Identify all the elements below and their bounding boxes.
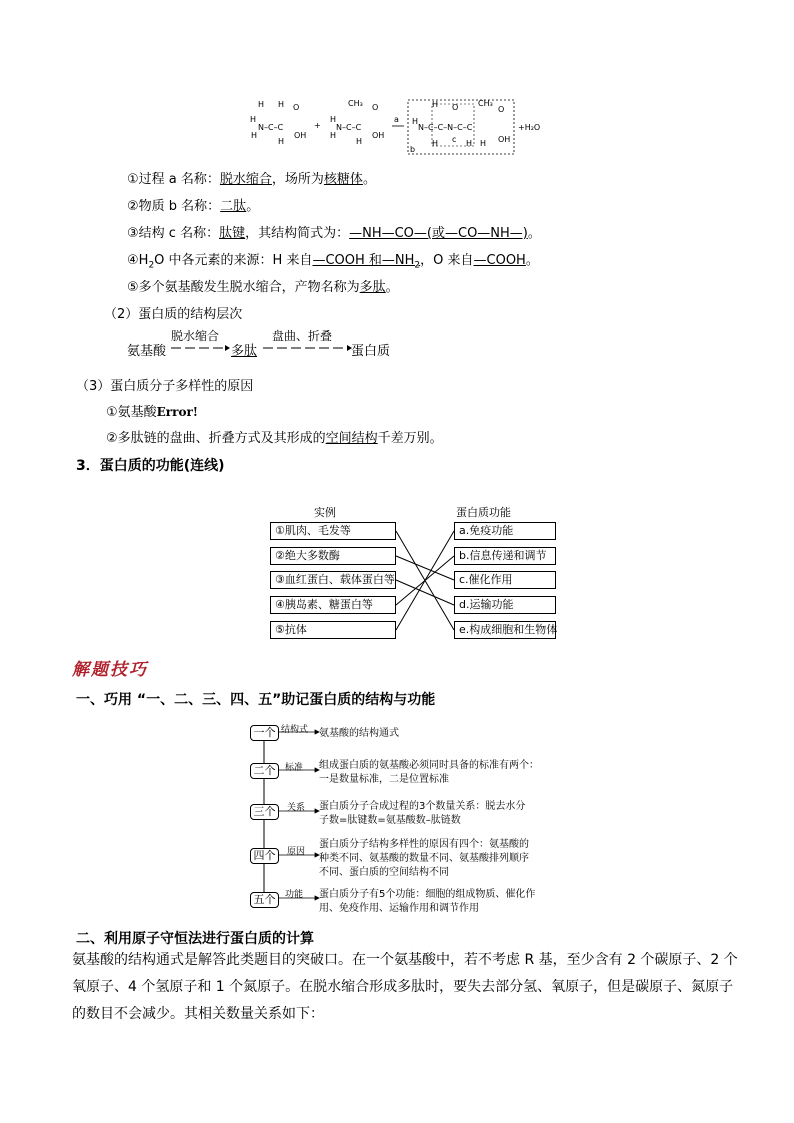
function-item: c.催化作用 xyxy=(454,571,556,589)
svg-text:N–C–C–N–C–C: N–C–C–N–C–C xyxy=(418,123,473,132)
arrow-label: a xyxy=(394,115,399,124)
svg-text:H: H xyxy=(278,137,285,146)
function-item: b.信息传递和调节 xyxy=(454,547,556,565)
mnemonic-box-one: 一个 xyxy=(250,725,279,741)
svg-text:H: H xyxy=(412,117,419,126)
example-item: ⑤抗体 xyxy=(270,621,396,639)
svg-text:+: + xyxy=(314,121,321,130)
svg-text:O: O xyxy=(293,103,300,112)
svg-text:OH: OH xyxy=(498,135,511,144)
diversity-item-1: ①氨基酸Error! xyxy=(106,405,199,420)
flow-arrow-1 xyxy=(169,342,231,354)
function-matching-diagram xyxy=(270,504,560,644)
svg-text:H: H xyxy=(432,139,439,148)
svg-text:c: c xyxy=(452,135,457,144)
list-item-substance-b: ②物质 b 名称：二肽。 xyxy=(127,199,260,214)
svg-text:H: H xyxy=(258,100,265,109)
flow-start: 氨基酸 xyxy=(127,344,167,359)
flow-end: 蛋白质 xyxy=(351,344,391,359)
tip-2-title: 二、利用原子守恒法进行蛋白质的计算 xyxy=(76,931,314,947)
svg-text:H: H xyxy=(356,137,363,146)
example-item: ①肌肉、毛发等 xyxy=(270,522,396,540)
answer-ribosome: 核糖体 xyxy=(323,172,363,187)
functions-title: 3．蛋白质的功能(连线) xyxy=(76,458,225,474)
flow-label-1: 脱水缩合 xyxy=(171,329,220,343)
svg-text:H: H xyxy=(251,131,258,140)
mnemonic-box-four: 四个 xyxy=(250,848,279,864)
section-3-title: （3）蛋白质分子多样性的原因 xyxy=(76,379,254,394)
left-header: 实例 xyxy=(314,506,336,519)
mnemonic-diagram: 一个 结构式 氨基酸的结构通式 二个 标准 组成蛋白质的氨基酸必须同时具备的标准有两个： 一是数量标准，二是位置标准 三个 关系 蛋白质分子合成过程的3个数量关系：脱去水分 子数=肽键数=氨基酸数–肽链数 四个 原因 蛋白质分子结构多样性的原因有四个：氨基酸的 种类不同、氨基酸的数量不同、氨基酸排列顺序 不同、蛋白质的空间结构不同 五个 功能 蛋白质分子有5个功能：细胞的组成物质、催化作 用、免疫作用、运输作用和调节作用 xyxy=(249,722,559,918)
function-item: d.运输功能 xyxy=(454,596,556,614)
svg-text:H: H xyxy=(330,131,337,140)
svg-text:H: H xyxy=(480,139,487,148)
function-item: a.免疫功能 xyxy=(454,522,556,540)
svg-text:b: b xyxy=(410,145,416,154)
svg-text:OH: OH xyxy=(372,131,385,140)
function-item: e.构成细胞和生物体 xyxy=(454,621,556,639)
svg-text:OH: OH xyxy=(294,131,307,140)
svg-text:N–C–C: N–C–C xyxy=(258,123,284,132)
svg-text:H: H xyxy=(250,115,257,124)
dipeptide-reaction-figure xyxy=(244,98,554,158)
svg-text:O: O xyxy=(372,103,379,112)
list-item-structure-c: ③结构 c 名称：肽键，其结构简式为：—NH—CO—(或—CO—NH—)。 xyxy=(127,226,541,241)
flow-arrow-2 xyxy=(261,342,353,354)
tips-heading: 解题技巧 xyxy=(72,660,148,680)
svg-text:H: H xyxy=(278,100,285,109)
tip-1-title: 一、巧用 “一、二、三、四、五”助记蛋白质的结构与功能 xyxy=(76,692,436,708)
list-item-process-a: ①过程 a 名称：脱水缩合，场所为核糖体。 xyxy=(127,172,376,187)
example-item: ②绝大多数酶 xyxy=(270,547,396,565)
diversity-item-2: ②多肽链的盘曲、折叠方式及其形成的空间结构千差万别。 xyxy=(106,431,443,446)
list-item-element-source: $④H_2O$ 中各元素的来源：H 来自—COOH 和$—NH_2$，O 来自—COOH。 xyxy=(127,253,539,271)
structure-hierarchy-flow xyxy=(127,326,427,360)
answer-dehydration: 脱水缩合 xyxy=(219,172,272,187)
mnemonic-desc-four: 蛋白质分子结构多样性的原因有四个：氨基酸的 种类不同、氨基酸的数量不同、氨基酸排列顺序 不同、蛋白质的空间结构不同 xyxy=(319,839,529,878)
explanation-paragraph: 氨基酸的结构通式是解答此类题目的突破口。在一个氨基酸中，若不考虑 R 基，至少含有 2 个碳原子、2 个 氧原子、4 个氢原子和 1 个氮原子。在脱水缩合形成多肽时，要失去部分氢、氧原子，但是碳原子、氮原子 的数目不会减少。其相关数量关系如下： xyxy=(72,952,738,1022)
mnemonic-desc-three: 蛋白质分子合成过程的3个数量关系：脱去水分 子数=肽键数=氨基酸数–肽链数 xyxy=(319,801,526,826)
mnemonic-desc-one: 氨基酸的结构通式 xyxy=(319,728,399,739)
list-item-polypeptide: ⑤多个氨基酸发生脱水缩合，产物名称为多肽。 xyxy=(127,280,399,295)
svg-text:CH₃: CH₃ xyxy=(478,99,493,108)
mnemonic-desc-five: 蛋白质分子有5个功能：细胞的组成物质、催化作 用、免疫作用、运输作用和调节作用 xyxy=(319,889,536,914)
mnemonic-box-two: 二个 xyxy=(250,763,279,779)
flow-label-2: 盘曲、折叠 xyxy=(272,329,333,343)
svg-text:O: O xyxy=(498,105,505,114)
example-item: ③血红蛋白、载体蛋白等 xyxy=(270,571,396,589)
mnemonic-desc-two: 组成蛋白质的氨基酸必须同时具备的标准有两个： 一是数量标准，二是位置标准 xyxy=(319,760,539,785)
flow-mid: 多肽 xyxy=(231,344,258,359)
right-header: 蛋白质功能 xyxy=(456,506,511,519)
svg-text:+H₂O: +H₂O xyxy=(518,123,541,132)
mnemonic-box-five: 五个 xyxy=(250,892,279,908)
svg-text:CH₃: CH₃ xyxy=(348,99,363,108)
svg-text:O: O xyxy=(452,103,459,112)
svg-text:H: H xyxy=(466,139,473,148)
mnemonic-box-three: 三个 xyxy=(250,804,279,820)
svg-text:H: H xyxy=(432,100,439,109)
section-2-title: （2）蛋白质的结构层次 xyxy=(104,307,243,322)
example-item: ④胰岛素、糖蛋白等 xyxy=(270,596,396,614)
svg-text:N–C–C: N–C–C xyxy=(336,123,362,132)
svg-text:H: H xyxy=(330,115,337,124)
